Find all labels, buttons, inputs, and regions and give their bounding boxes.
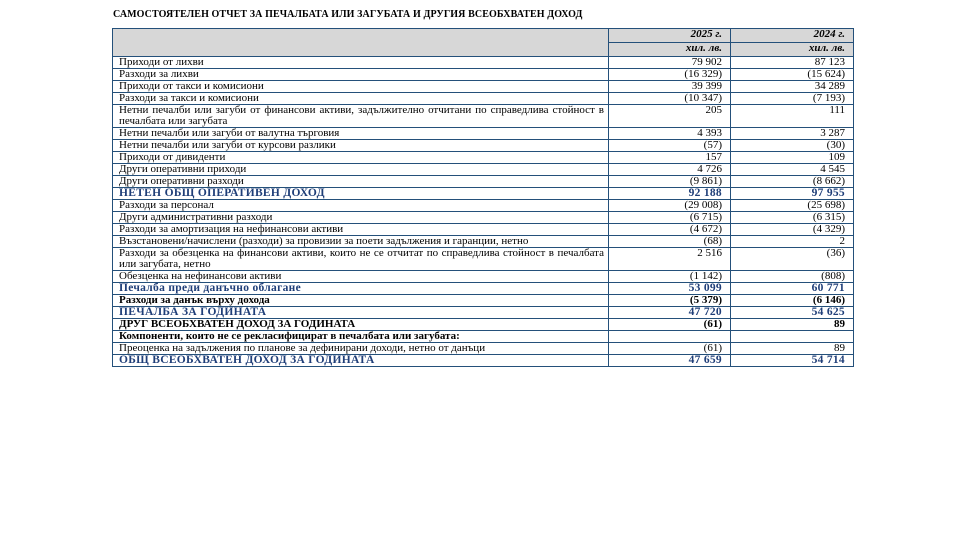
value-2025: (61) [609,319,731,331]
value-2025: (29 008) [609,200,731,212]
value-2024: 54 714 [731,355,854,367]
row-label: Разходи за данък върху дохода [113,295,609,307]
table-row [113,331,854,343]
table-row [113,164,854,176]
value-2025: 79 902 [609,57,731,69]
value-2024: 2 [731,236,854,248]
header-year-2025: 2025 г. [609,29,731,43]
value-2025: (16 329) [609,69,731,81]
table-row [113,152,854,164]
value-2025: 157 [609,152,731,164]
table-row [113,81,854,93]
header-unit-2024: хил. лв. [731,43,854,57]
value-2024: 4 545 [731,164,854,176]
value-2025: (61) [609,343,731,355]
table-row [113,140,854,152]
table-row [113,295,854,307]
row-label: Разходи за лихви [113,69,609,81]
table-row [113,236,854,248]
value-2024: 97 955 [731,188,854,200]
value-2025 [609,331,731,343]
value-2024: (4 329) [731,224,854,236]
table-row [113,188,854,200]
value-2025: (6 715) [609,212,731,224]
value-2024: (15 624) [731,69,854,81]
value-2025: (5 379) [609,295,731,307]
value-2024: 87 123 [731,57,854,69]
value-2024: 54 625 [731,307,854,319]
table-row [113,69,854,81]
row-label: Разходи за такси и комисиони [113,93,609,105]
income-statement-table [112,28,854,367]
row-label: ДРУГ ВСЕОБХВАТЕН ДОХОД ЗА ГОДИНАТА [113,319,609,331]
table-row [113,212,854,224]
value-2025: 4 393 [609,128,731,140]
row-label: Разходи за обезценка на финансови активи, които не се отчитат по справедлива стойност в печалбата или загубата, нетно [113,248,609,271]
value-2025: 39 399 [609,81,731,93]
table-row [113,57,854,69]
row-label: Други оперативни разходи [113,176,609,188]
row-label: Други оперативни приходи [113,164,609,176]
row-label: Печалба преди данъчно облагане [113,283,609,295]
value-2025: 2 516 [609,248,731,271]
row-label: Възстановени/начислени (разходи) за провизии за поети задължения и гаранции, нетно [113,236,609,248]
table-row [113,105,854,128]
value-2024: (6 315) [731,212,854,224]
table-row [113,128,854,140]
row-label: Компоненти, които не се рекласифицират в печалбата или загубата: [113,331,609,343]
row-label: Нетни печалби или загуби от финансови активи, задължително отчитани по справедлива стойност в печалбата или загубата [113,105,609,128]
value-2024: (808) [731,271,854,283]
table-row [113,343,854,355]
row-label: Нетни печалби или загуби от курсови разлики [113,140,609,152]
header-blank-cell [113,29,609,57]
row-label: Приходи от лихви [113,57,609,69]
table-row [113,248,854,271]
table-row [113,355,854,367]
value-2025: 53 099 [609,283,731,295]
header-row-years [113,29,854,43]
row-label: Преоценка на задължения по планове за дефинирани доходи, нетно от данъци [113,343,609,355]
table-row [113,283,854,295]
value-2024: 89 [731,319,854,331]
row-label: Обезценка на нефинансови активи [113,271,609,283]
value-2025: (1 142) [609,271,731,283]
value-2025: 4 726 [609,164,731,176]
value-2024: 109 [731,152,854,164]
row-label: Други административни разходи [113,212,609,224]
row-label: НЕТЕН ОБЩ ОПЕРАТИВЕН ДОХОД [113,188,609,200]
row-label: ОБЩ ВСЕОБХВАТЕН ДОХОД ЗА ГОДИНАТА [113,355,609,367]
row-label: Разходи за амортизация на нефинансови активи [113,224,609,236]
header-year-2024: 2024 г. [731,29,854,43]
table-row [113,93,854,105]
header-unit-2025: хил. лв. [609,43,731,57]
value-2024: 3 287 [731,128,854,140]
table-row [113,307,854,319]
table-row [113,224,854,236]
value-2024: 60 771 [731,283,854,295]
value-2024 [731,331,854,343]
table-row [113,271,854,283]
value-2025: 47 720 [609,307,731,319]
table-row [113,319,854,331]
value-2024: (8 662) [731,176,854,188]
row-label: Разходи за персонал [113,200,609,212]
row-label: Приходи от дивиденти [113,152,609,164]
value-2024: 111 [731,105,854,128]
value-2025: (9 861) [609,176,731,188]
value-2024: (30) [731,140,854,152]
value-2024: (6 146) [731,295,854,307]
row-label: Приходи от такси и комисиони [113,81,609,93]
value-2025: 205 [609,105,731,128]
table-row [113,176,854,188]
value-2024: (25 698) [731,200,854,212]
table-row [113,200,854,212]
row-label: ПЕЧАЛБА ЗА ГОДИНАТА [113,307,609,319]
value-2025: (68) [609,236,731,248]
value-2024: 89 [731,343,854,355]
value-2025: (10 347) [609,93,731,105]
row-label: Нетни печалби или загуби от валутна търговия [113,128,609,140]
value-2025: 47 659 [609,355,731,367]
value-2025: (4 672) [609,224,731,236]
statement-title: САМОСТОЯТЕЛЕН ОТЧЕТ ЗА ПЕЧАЛБАТА ИЛИ ЗАГУБАТА И ДРУГИЯ ВСЕОБХВАТЕН ДОХОД [113,9,583,20]
value-2025: (57) [609,140,731,152]
value-2024: 34 289 [731,81,854,93]
value-2024: (36) [731,248,854,271]
value-2024: (7 193) [731,93,854,105]
value-2025: 92 188 [609,188,731,200]
